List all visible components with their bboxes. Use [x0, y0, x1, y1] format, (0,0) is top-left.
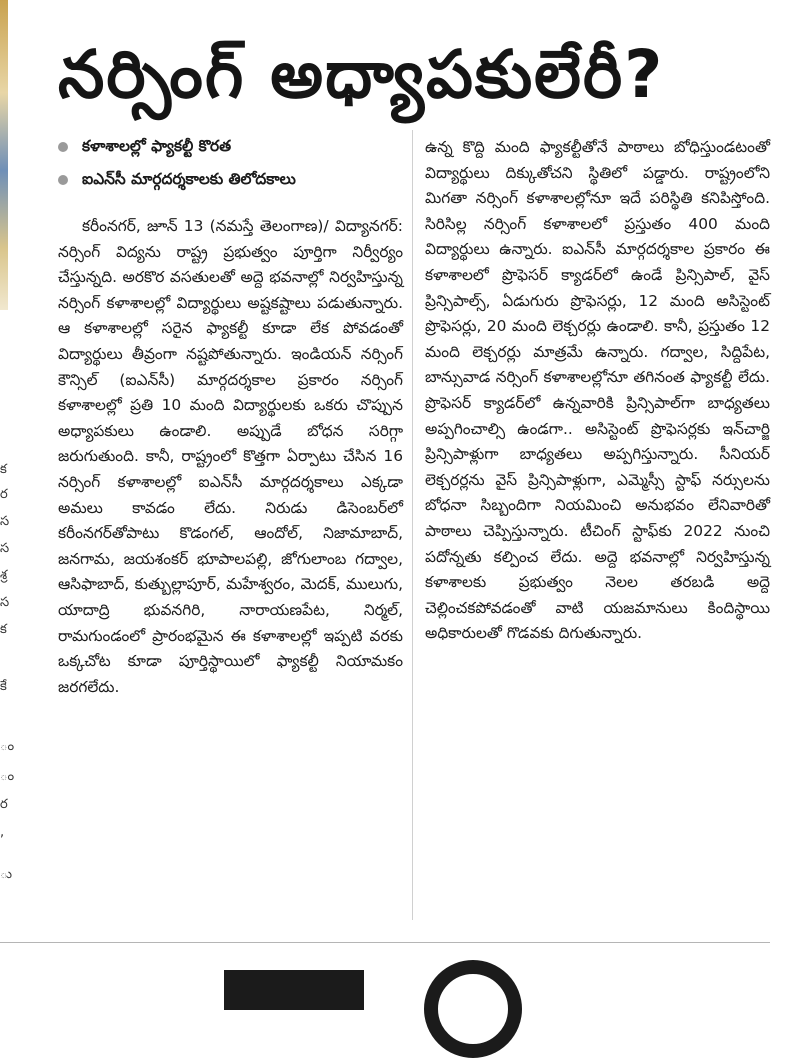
article-body-left: కరీంనగర్, జూన్ 13 (నమస్తే తెలంగాణ)/ విద్యానగర్: నర్సింగ్ విద్యను రాష్ట్ర ప్రభుత్వం పూర్తిగా నిర్వీర్యం చేస్తున్నది. అరకొర వసతులతో అద్దె భవనాల్లో నిర్వహిస్తున్న నర్సింగ్ కళాశాలల్లో విద్యార్థులు అష్టకష్టాలు పడుతున్నారు. ఆ కళాశాలల్లో సరైన ఫ్యాకల్టీ కూడా లేక పోవడంతో విద్యార్థులు తీవ్రంగా నష్టపోతున్నారు. ఇండియన్ నర్సింగ్ కౌన్సిల్ (ఐఎన్‌సీ) మార్గదర్శకాల ప్రకారం నర్సింగ్ కళాశాలల్లో ప్రతి 10 మంది విద్యార్థులకు ఒకరు చొప్పున అధ్యాపకులు ఉండాలి. అప్పుడే బోధన సరిగ్గా జరుగుతుంది. కానీ, రాష్ట్రంలో కొత్తగా ఏర్పాటు చేసిన 16 నర్సింగ్ కళాశాలల్లో ఐఎన్‌సీ మార్గదర్శకాలు ఎక్కడా అమలు కావడం లేదు. నిరుడు డిసెంబర్‌లో కరీంనగర్‌తోపాటు కొడంగల్, ఆందోల్, నిజామాబాద్, జనగామ, జయశంకర్ భూపాలపల్లి, జోగులాంబ గద్వాల, ఆసిఫాబాద్, కుత్బుల్లాపూర్, మహేశ్వరం, మెదక్, ములుగు, యాదాద్రి భువనగిరి, నారాయణపేట, నిర్మల్, రామగుండంలో ప్రారంభమైన ఈ కళాశాలల్లో ఇప్పటి వరకు ఒక్కచోట కూడా పూర్తిస్థాయిలో ఫ్యాకల్టీ నియామకం జరగలేదు.: [58, 217, 403, 696]
edge-fragment: కే: [0, 679, 7, 694]
edge-fragment: స: [0, 595, 10, 610]
edge-fragment: ు: [0, 867, 13, 882]
column-divider: [412, 130, 413, 920]
article-body-right: ఉన్న కొద్ది మంది ఫ్యాకల్టీతోనే పాఠాలు బోధిస్తుండటంతో విద్యార్థులు దిక్కుతోచని స్థితిలో పడ్డారు. రాష్ట్రంలోని మిగతా నర్సింగ్ కళాశాలల్లోనూ ఇదే పరిస్థితి కనిపిస్తోంది. సిరిసిల్ల నర్సింగ్ కళాశాలలో ప్రస్తుతం 400 మంది విద్యార్థులు ఉన్నారు. ఐఎన్‌సీ మార్గదర్శకాల ప్రకారం ఈ కళాశాలలో ప్రొఫెసర్ క్యాడర్‌లో ఉండే ప్రిన్సిపాల్, వైస్ ప్రిన్సిపాల్స్, ఏడుగురు ప్రొఫెసర్లు, 12 మంది అసిస్టెంట్ ప్రొఫెసర్లు, 20 మంది లెక్చరర్లు ఉండాలి. కానీ, ప్రస్తుతం 12 మంది లెక్చరర్లు మాత్రమే ఉన్నారు. గద్వాల, సిద్దిపేట, బాన్సువాడ నర్సింగ్ కళాశాలల్లోనూ తగినంత ఫ్యాకల్టీ లేదు. ప్రొఫెసర్ క్యాడర్‌లో ఉన్నవారికి ప్రిన్సిపాల్‌గా బాధ్యతలు అప్పగించాల్సి ఉండగా.. అసిస్టెంట్ ప్రొఫెసర్లకు ఇన్‌చార్జి ప్రిన్సిపాళ్లుగా బాధ్యతలు అప్పగిస్తున్నారు. సీనియర్ లెక్చరర్లను వైస్ ప్రిన్సిపాళ్లుగా, ఎమ్మెస్సీ స్టాఫ్ నర్సులను బోధనా సిబ్బందిగా నియమించి అనుభవం లేనివారితో పాఠాలు చెప్పిస్తున్నారు. టీచింగ్ స్టాఫ్‌కు 2022 నుంచి పదోన్నతు కల్పించ లేదు. అద్దె భవనాల్లో నిర్వహిస్తున్న కళాశాలకు ప్రభుత్వం నెలల తరబడి అద్దె చెల్లించకపోవడంతో వాటి యజమానులు కిందిస్థాయి అధికారులతో గొడవకు దిగుతున్నారు.: [425, 138, 770, 643]
edge-fragment: ర: [0, 797, 8, 812]
highlight-item: [58, 130, 403, 163]
edge-fragment: క: [0, 622, 7, 637]
article-headline: నర్సింగ్ అధ్యాపకులేరీ?: [58, 36, 665, 113]
adjacent-photo-strip: [0, 0, 8, 310]
edge-fragment: స: [0, 541, 10, 556]
edge-fragment: ం: [0, 769, 15, 784]
headline-glyph-fragment: [424, 960, 522, 1058]
edge-fragment: స: [0, 514, 10, 529]
edge-fragment: ,: [0, 825, 5, 840]
bullet-icon: [58, 142, 68, 152]
edge-fragment: ం: [0, 739, 15, 754]
bullet-icon: [58, 175, 68, 185]
headline-glyph-fragment: [224, 970, 364, 1010]
edge-fragment: శ్ర: [0, 568, 8, 583]
adjacent-article-edge: [0, 0, 15, 982]
edge-fragment: ర: [0, 487, 8, 502]
highlight-text: కళాశాలల్లో ఫ్యాకల్టీ కొరత: [82, 136, 232, 155]
highlight-text: ఐఎన్‌సీ మార్గదర్శకాలకు తిలోదకాలు: [82, 169, 296, 188]
next-article-headline-fragment: [224, 958, 524, 982]
edge-fragment: క: [0, 462, 7, 477]
highlight-item: [58, 163, 403, 196]
article-right-column: [425, 135, 770, 647]
article-bottom-rule: [0, 942, 770, 943]
article-left-column: [58, 130, 403, 700]
